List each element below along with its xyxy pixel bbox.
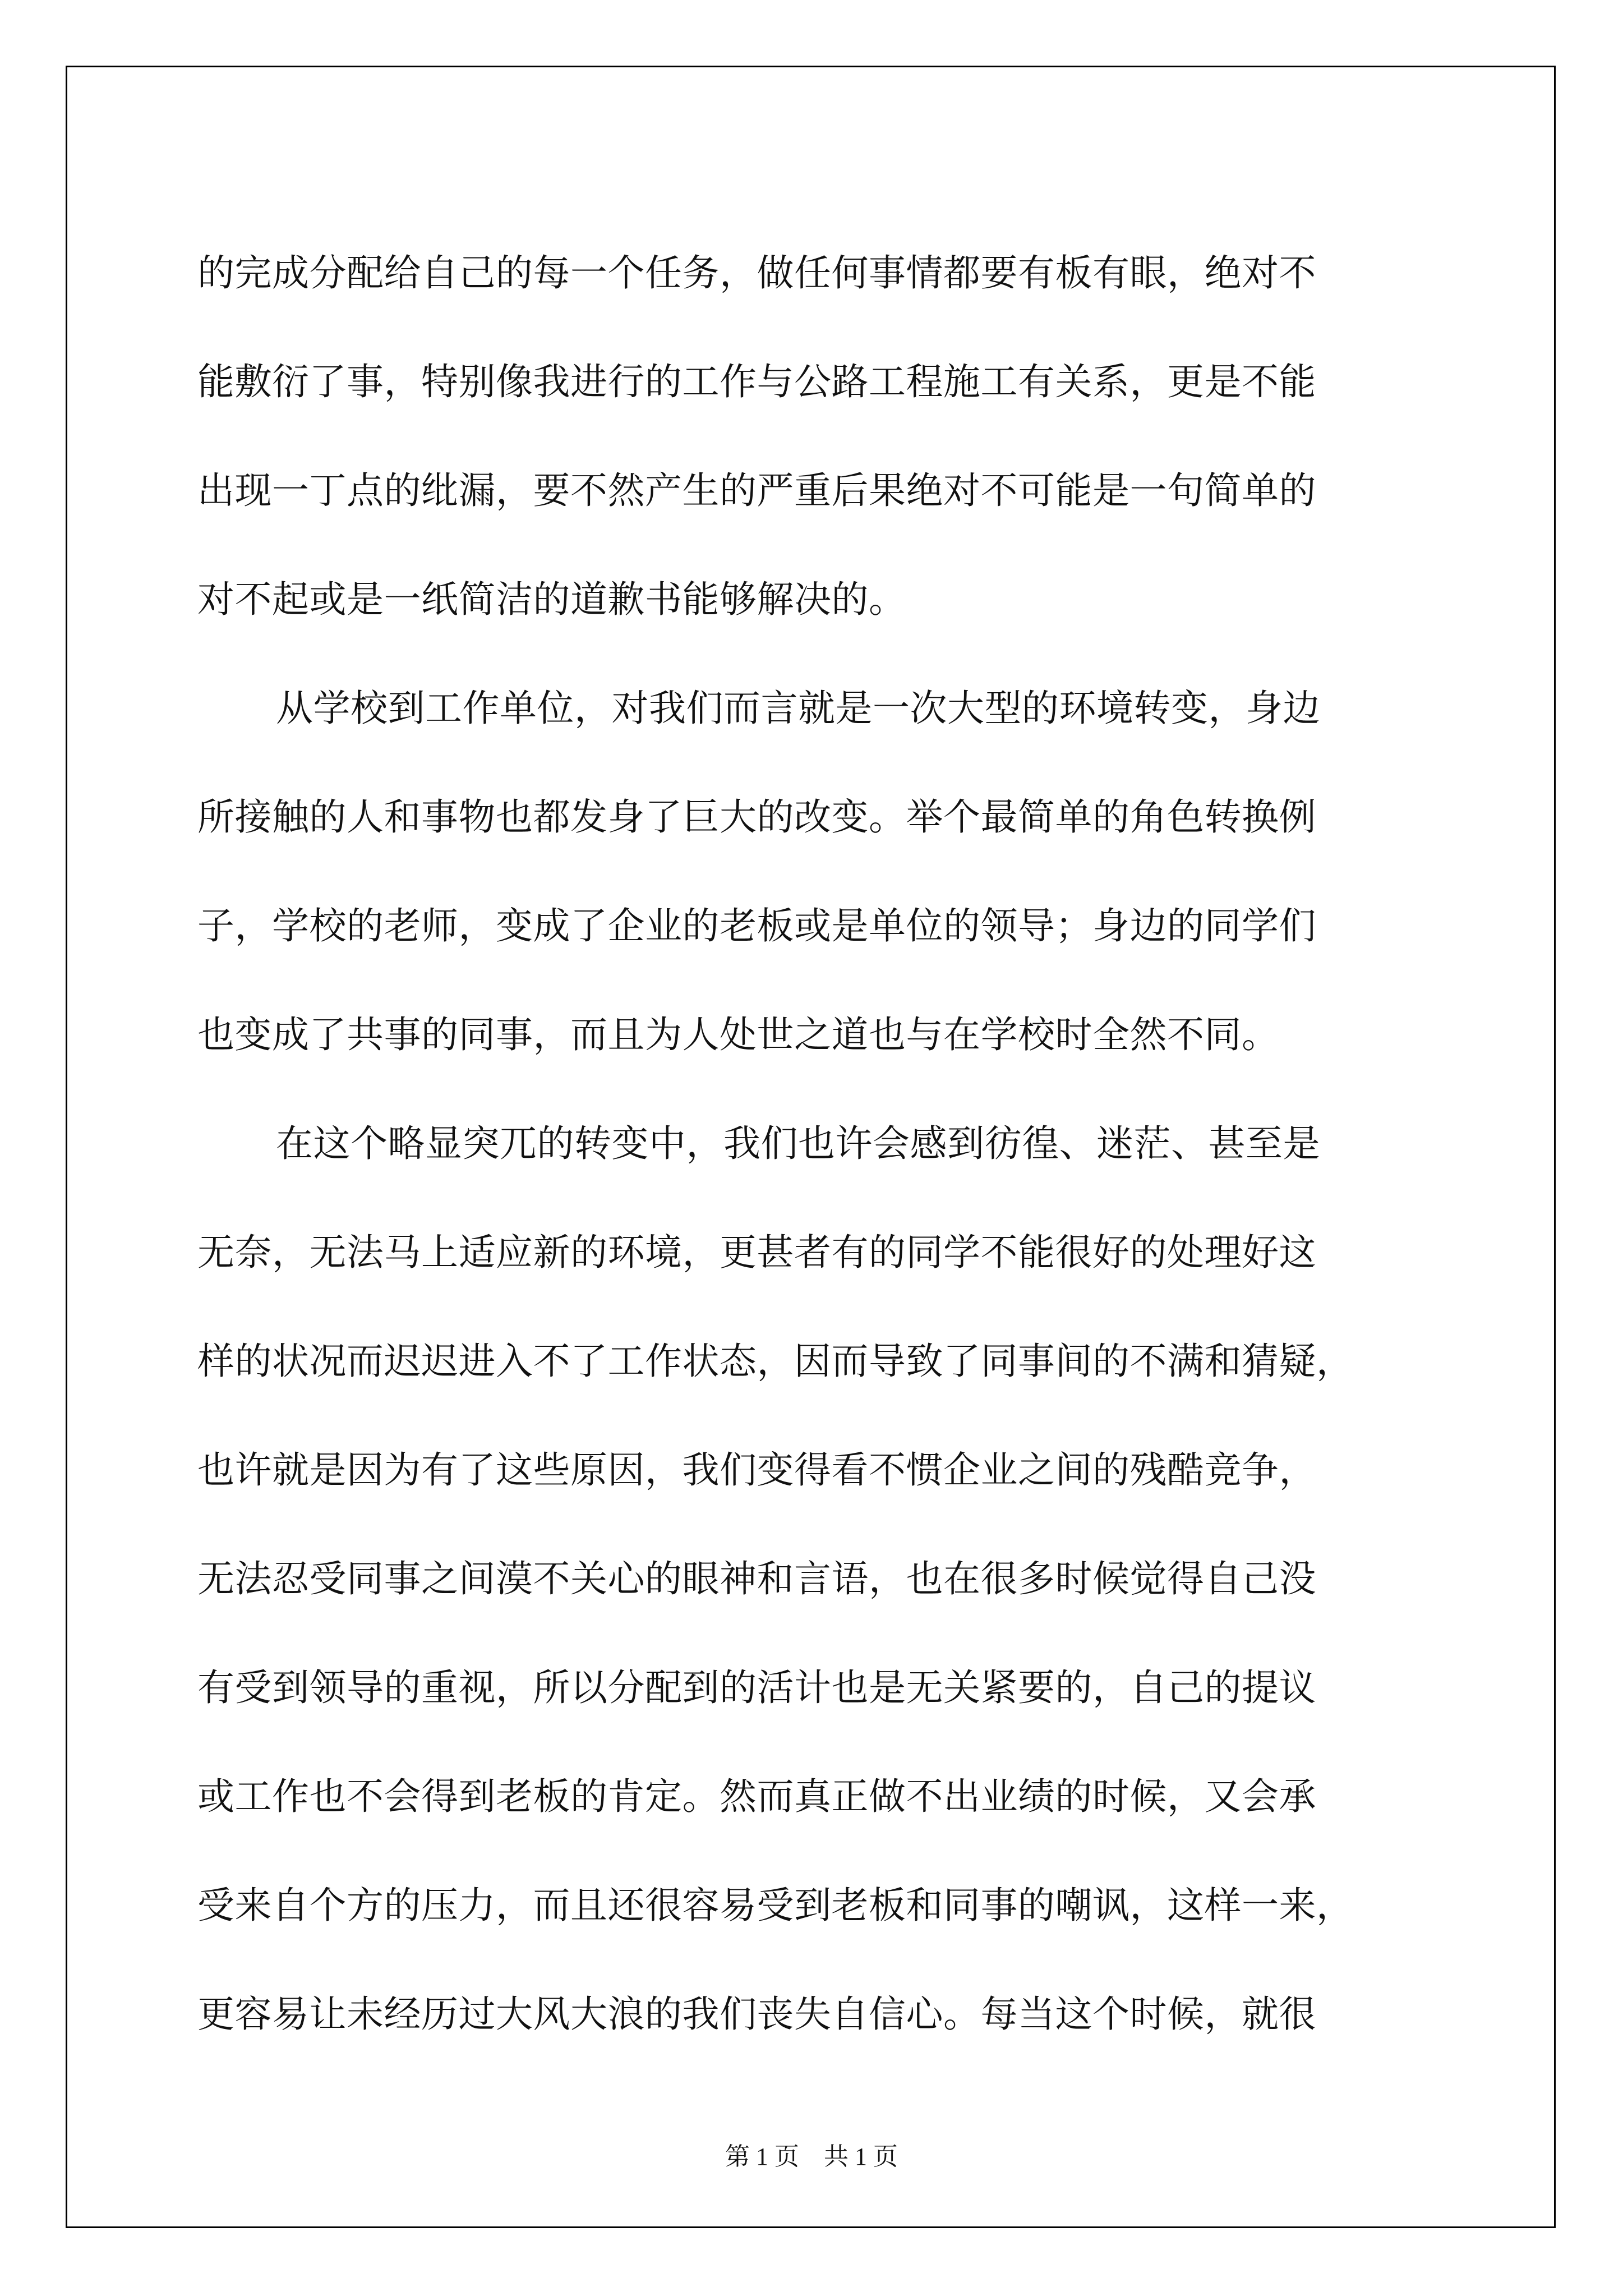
text-line: 所接触的人和事物也都发身了巨大的改变。举个最简单的角色转换例	[197, 795, 1316, 839]
text-line: 无法忍受同事之间漠不关心的眼神和言语，也在很多时候觉得自己没	[197, 1557, 1316, 1600]
text-line: 的完成分配给自己的每一个任务，做任何事情都要有板有眼，绝对不	[197, 251, 1316, 295]
text-line: 无奈，无法马上适应新的环境，更甚者有的同学不能很好的处理好这	[197, 1231, 1316, 1274]
text-line: 样的状况而迟迟进入不了工作状态，因而导致了同事间的不满和猜疑，	[197, 1340, 1354, 1383]
text-line: 也许就是因为有了这些原因，我们变得看不惯企业之间的残酷竞争，	[197, 1448, 1316, 1492]
text-line: 能敷衍了事，特别像我进行的工作与公路工程施工有关系，更是不能	[197, 360, 1316, 403]
text-line: 在这个略显突兀的转变中，我们也许会感到彷徨、迷茫、甚至是	[276, 1122, 1320, 1165]
text-line: 出现一丁点的纰漏，要不然产生的严重后果绝对不可能是一句简单的	[197, 469, 1316, 512]
text-line: 受来自个方的压力，而且还很容易受到老板和同事的嘲讽，这样一来，	[197, 1884, 1354, 1927]
text-line: 对不起或是一纸简洁的道歉书能够解决的。	[197, 578, 906, 621]
text-line: 子，学校的老师，变成了企业的老板或是单位的领导；身边的同学们	[197, 904, 1316, 947]
text-line: 从学校到工作单位，对我们而言就是一次大型的环境转变，身边	[276, 687, 1320, 730]
page-footer: 第 1 页 共 1 页	[725, 2143, 898, 2170]
text-line: 或工作也不会得到老板的肯定。然而真正做不出业绩的时候，又会承	[197, 1775, 1316, 1818]
document-body	[197, 219, 1470, 2069]
text-line: 更容易让未经历过大风大浪的我们丧失自信心。每当这个时候，就很	[197, 1993, 1316, 2036]
text-line: 也变成了共事的同事，而且为人处世之道也与在学校时全然不同。	[197, 1013, 1279, 1056]
text-line: 有受到领导的重视，所以分配到的活计也是无关紧要的，自己的提议	[197, 1666, 1316, 1709]
